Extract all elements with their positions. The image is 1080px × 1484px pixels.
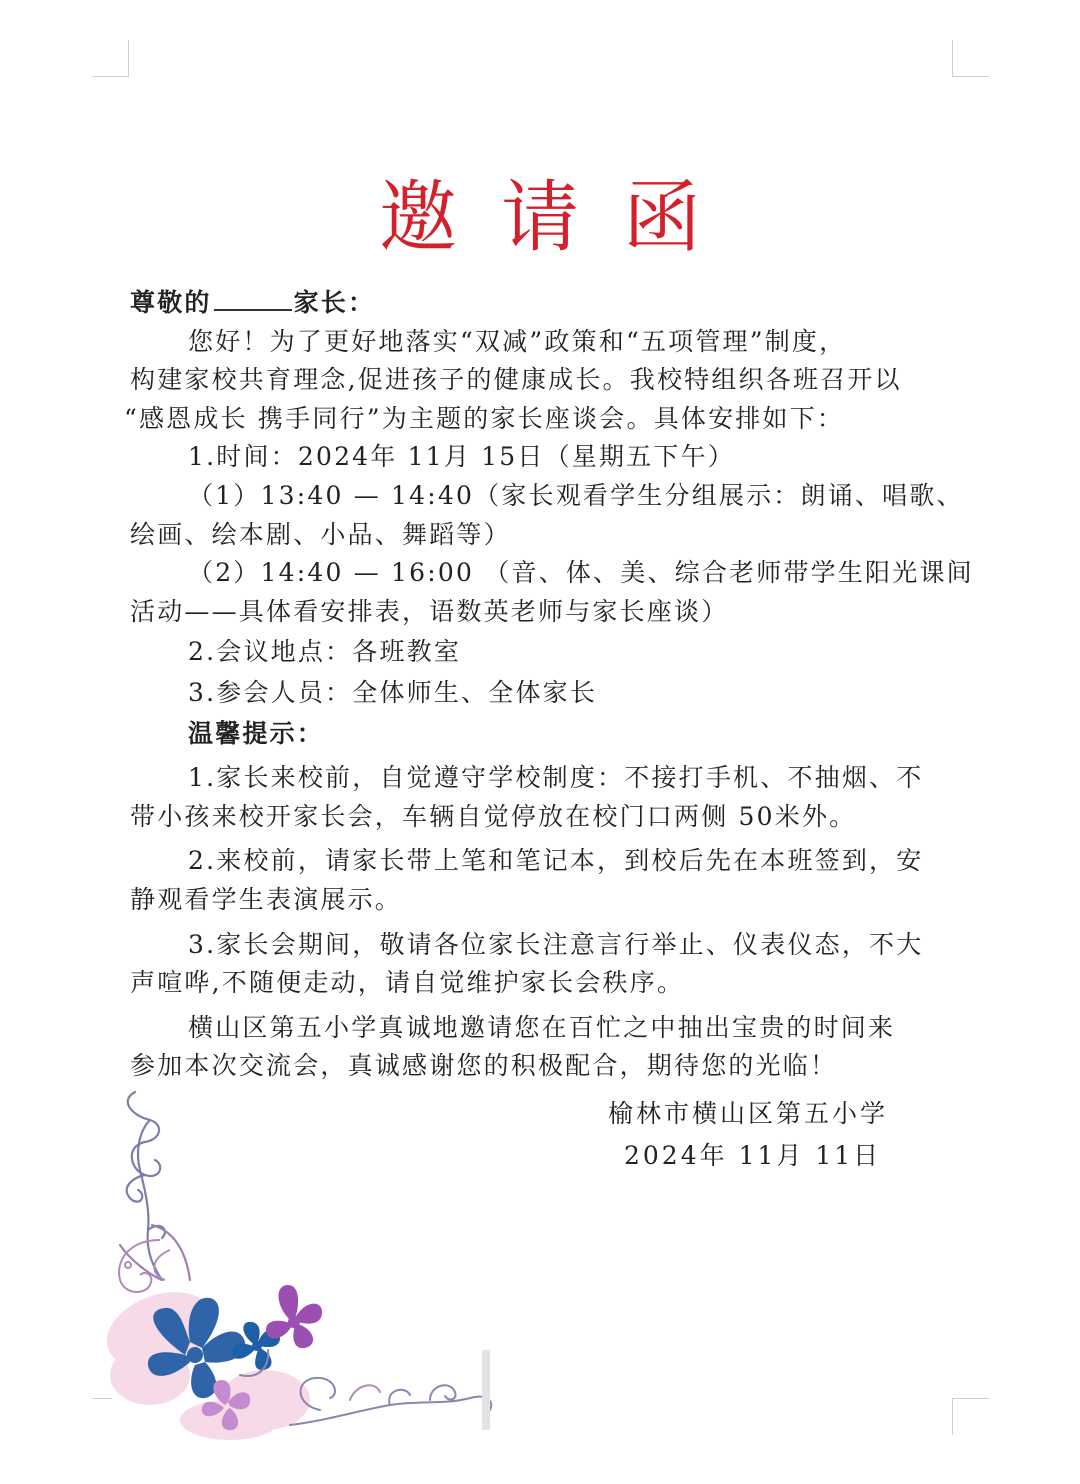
meeting-time: 1.时间：2024年 11月 15日（星期五下午） bbox=[188, 442, 735, 472]
session-1-line-1: （1）13:40 — 14:40（家长观看学生分组展示：朗诵、唱歌、 bbox=[188, 480, 964, 510]
signature-organization: 榆林市横山区第五小学 bbox=[608, 1099, 889, 1128]
signature-date: 2024年 11月 11日 bbox=[624, 1141, 882, 1170]
session-1-line-2: 绘画、绘本剧、小品、舞蹈等） bbox=[130, 519, 511, 549]
greeting-suffix: 家长： bbox=[293, 288, 376, 317]
greeting-prefix: 尊敬的 bbox=[130, 288, 212, 317]
session-2-line-2: 活动——具体看安排表，语数英老师与家长座谈） bbox=[130, 596, 729, 626]
intro-line-2: 构建家校共育理念,促进孩子的健康成长。我校特组织各班召开以 bbox=[130, 365, 902, 395]
letter-body bbox=[124, 284, 974, 1086]
tip-2-line-2: 静观看学生表演展示。 bbox=[130, 884, 403, 914]
crop-mark-bottom-right bbox=[952, 1398, 989, 1435]
vine-vertical-icon bbox=[120, 1092, 190, 1280]
closing-line-2: 参加本次交流会，真诚感谢您的积极配合，期待您的光临！ bbox=[130, 1051, 838, 1081]
document-title: 邀请函 bbox=[378, 173, 745, 263]
watermark-strip bbox=[482, 1350, 490, 1430]
tip-1-line-1: 1.家长来校前，自觉遵守学校制度：不接打手机、不抽烟、不 bbox=[188, 763, 924, 793]
greeting bbox=[130, 284, 952, 323]
tip-3-line-1: 3.家长会期间，敬请各位家长注意言行举止、仪表仪态，不大 bbox=[188, 929, 924, 959]
session-2-line-1: （2）14:40 — 16:00 （音、体、美、综合老师带学生阳光课间 bbox=[188, 558, 974, 588]
tip-3-line-2: 声喧哗,不随便走动，请自觉维护家长会秩序。 bbox=[130, 968, 685, 998]
crop-mark-top-left bbox=[92, 40, 129, 77]
crop-mark-top-right bbox=[952, 40, 989, 77]
meeting-attendees: 3.参会人员：全体师生、全体家长 bbox=[188, 677, 598, 707]
meeting-location: 2.会议地点：各班教室 bbox=[188, 637, 462, 667]
intro-line-3: “感恩成长 携手同行”为主题的家长座谈会。具体安排如下： bbox=[124, 403, 845, 433]
vine-curl-icon bbox=[119, 1240, 170, 1292]
name-blank bbox=[214, 287, 292, 311]
tip-2-line-1: 2.来校前，请家长带上笔和笔记本，到校后先在本班签到，安 bbox=[188, 846, 924, 876]
tips-heading: 温馨提示： bbox=[188, 718, 325, 748]
floral-corner-ornament bbox=[90, 1080, 510, 1440]
closing-line-1: 横山区第五小学真诚地邀请您在百忙之中抽出宝贵的时间来 bbox=[188, 1012, 896, 1042]
intro-line-1: 您好！为了更好地落实“双减”政策和“五项管理”制度， bbox=[188, 326, 847, 356]
tip-1-line-2: 带小孩来校开家长会，车辆自觉停放在校门口两侧 50米外。 bbox=[130, 801, 857, 831]
